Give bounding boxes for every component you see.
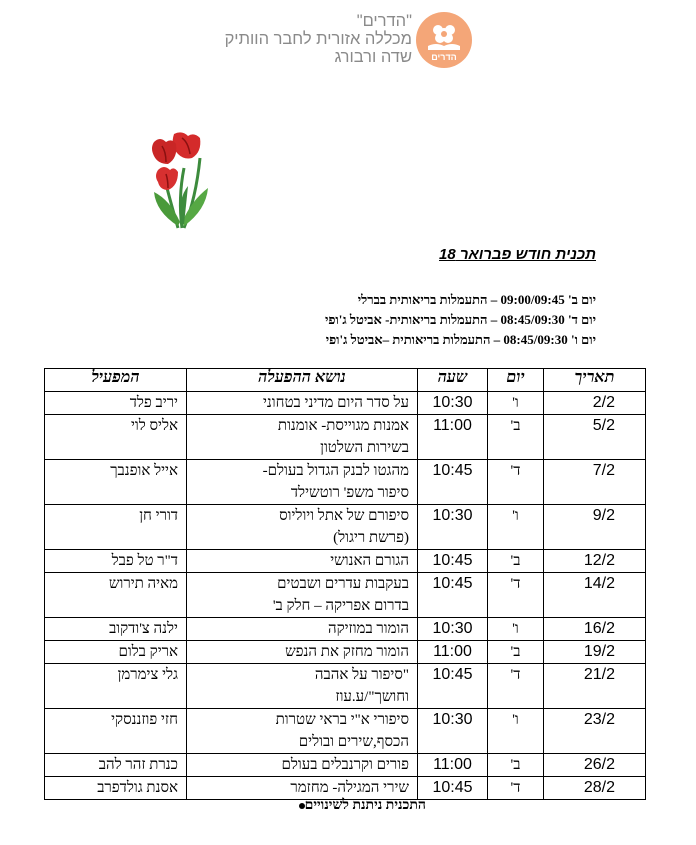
schedule-table [44, 368, 646, 800]
cell-day: ב' [488, 641, 544, 664]
topic-line-2: בשירות השלטון [320, 440, 409, 456]
cell-day: ד' [488, 664, 544, 709]
table-row [45, 573, 646, 618]
cell-presenter: דורי חן [45, 505, 187, 550]
cell-day: ד' [488, 460, 544, 505]
cell-time: 10:45 [418, 550, 488, 573]
cell-topic [187, 709, 418, 754]
college-logo [222, 12, 472, 74]
cell-date: 14/2 [544, 573, 646, 618]
cell-date: 19/2 [544, 641, 646, 664]
cell-time: 11:00 [418, 415, 488, 460]
topic-line-1: סיפורם של אתל ויוליוס [279, 508, 409, 524]
topic-line-1: פורים וקרנבלים בעולם [281, 757, 409, 773]
cell-topic [187, 777, 418, 800]
cell-day: ב' [488, 550, 544, 573]
cell-day: ו' [488, 392, 544, 415]
cell-date: 12/2 [544, 550, 646, 573]
cell-date: 7/2 [544, 460, 646, 505]
cell-date: 16/2 [544, 618, 646, 641]
table-row [45, 664, 646, 709]
activity-line: יום ד' 08:45/09:30 – התעמלות בריאותית- אביטל ג'ופי [324, 312, 596, 327]
cell-date: 9/2 [544, 505, 646, 550]
note-text: התכנית ניתנת לשינויים [304, 798, 426, 813]
cell-time: 10:45 [418, 664, 488, 709]
cell-presenter: מאיה תירוש [45, 573, 187, 618]
cell-topic [187, 664, 418, 709]
header-date: תאריך [544, 369, 646, 392]
logo-text [225, 12, 412, 66]
logo-line-2: מכללה אזורית לחבר הוותיק [224, 30, 412, 48]
cell-topic [187, 573, 418, 618]
topic-line-1: שירי המגילה- מחזמר [290, 780, 409, 796]
cell-presenter: כנרת זהר להב [45, 754, 187, 777]
table-row [45, 460, 646, 505]
changes-note [246, 798, 426, 814]
cell-time: 10:30 [418, 392, 488, 415]
activity-line: יום ו' 08:45/09:30 – התעמלות בריאותית –אביטל ג'ופי [325, 332, 596, 347]
logo-line-3: שדה ורבורג [334, 48, 412, 66]
table-row [45, 505, 646, 550]
table-row [45, 777, 646, 800]
topic-line-2: סיפור משפ' רוטשילד [290, 485, 409, 501]
table-header-row [45, 369, 646, 392]
page-title: תכנית חודש פברואר 18 [439, 246, 596, 263]
topic-line-2: וחושך"/ע.עוז [335, 689, 409, 705]
table-row [45, 550, 646, 573]
logo-flower-icon [416, 12, 472, 68]
activity-line: יום ב' 09:00/09:45 – התעמלות בריאותית בברלי [357, 292, 596, 307]
cell-time: 11:00 [418, 641, 488, 664]
cell-topic [187, 618, 418, 641]
topic-line-1: הומור במוזיקה [327, 621, 409, 637]
cell-day: ו' [488, 618, 544, 641]
cell-presenter: יריב פלד [45, 392, 187, 415]
cell-date: 5/2 [544, 415, 646, 460]
table-row [45, 392, 646, 415]
header-presenter: המפעיל [45, 369, 187, 392]
cell-topic [187, 754, 418, 777]
cell-date: 28/2 [544, 777, 646, 800]
cell-time: 11:00 [418, 754, 488, 777]
topic-line-2: (פרשת ריגול) [333, 530, 409, 546]
table-row [45, 754, 646, 777]
topic-line-2: הכסף,שירים ובולים [298, 734, 409, 750]
cell-presenter: ילנה צ'ודקוב [45, 618, 187, 641]
cell-day: ד' [488, 777, 544, 800]
cell-time: 10:45 [418, 573, 488, 618]
cell-time: 10:45 [418, 460, 488, 505]
cell-day: ו' [488, 709, 544, 754]
cell-presenter: אליס לוי [45, 415, 187, 460]
cell-topic [187, 415, 418, 460]
topic-line-2: בדרום אפריקה – חלק ב' [272, 598, 409, 614]
cell-date: 2/2 [544, 392, 646, 415]
cell-topic [187, 641, 418, 664]
cell-topic [187, 550, 418, 573]
cell-presenter: אסנת גולדפרב [45, 777, 187, 800]
cell-day: ו' [488, 505, 544, 550]
cell-presenter: אייל אופנבך [45, 460, 187, 505]
logo-badge: הדרים [431, 52, 457, 62]
topic-line-1: "סיפור על אהבה [314, 667, 409, 683]
cell-date: 26/2 [544, 754, 646, 777]
logo-line-1: "הדרים" [356, 12, 412, 30]
cell-date: 23/2 [544, 709, 646, 754]
cell-day: ד' [488, 573, 544, 618]
cell-time: 10:45 [418, 777, 488, 800]
header-time: שעה [418, 369, 488, 392]
cell-presenter: אריק בלום [45, 641, 187, 664]
tulip-flowers-icon [148, 128, 212, 230]
cell-topic [187, 505, 418, 550]
topic-line-1: מהגטו לבנק הגדול בעולם- [262, 463, 409, 479]
topic-line-1: אמנות מגוייסת- אומנות [277, 418, 409, 434]
cell-presenter: חזי פוזננסקי [45, 709, 187, 754]
table-row [45, 641, 646, 664]
topic-line-1: הומור מחזק את הנפש [285, 644, 409, 660]
table-row [45, 709, 646, 754]
cell-time: 10:30 [418, 618, 488, 641]
cell-presenter: גלי צימרמן [45, 664, 187, 709]
header-topic: נושא ההפעלה [187, 369, 418, 392]
topic-line-1: בעקבות עדרים ושבטים [277, 576, 409, 592]
cell-presenter: ד"ר טל פבל [45, 550, 187, 573]
activities-list [76, 290, 596, 350]
cell-time: 10:30 [418, 505, 488, 550]
topic-line-1: על סדר היום מדיני בטחוני [262, 395, 409, 411]
header-day: יום [488, 369, 544, 392]
topic-line-1: הגורם האנושי [330, 553, 409, 569]
cell-topic [187, 392, 418, 415]
topic-line-1: סיפורי א"י בראי שטרות [275, 712, 409, 728]
cell-topic [187, 460, 418, 505]
cell-day: ב' [488, 754, 544, 777]
table-row [45, 415, 646, 460]
cell-date: 21/2 [544, 664, 646, 709]
cell-day: ב' [488, 415, 544, 460]
table-row [45, 618, 646, 641]
cell-time: 10:30 [418, 709, 488, 754]
